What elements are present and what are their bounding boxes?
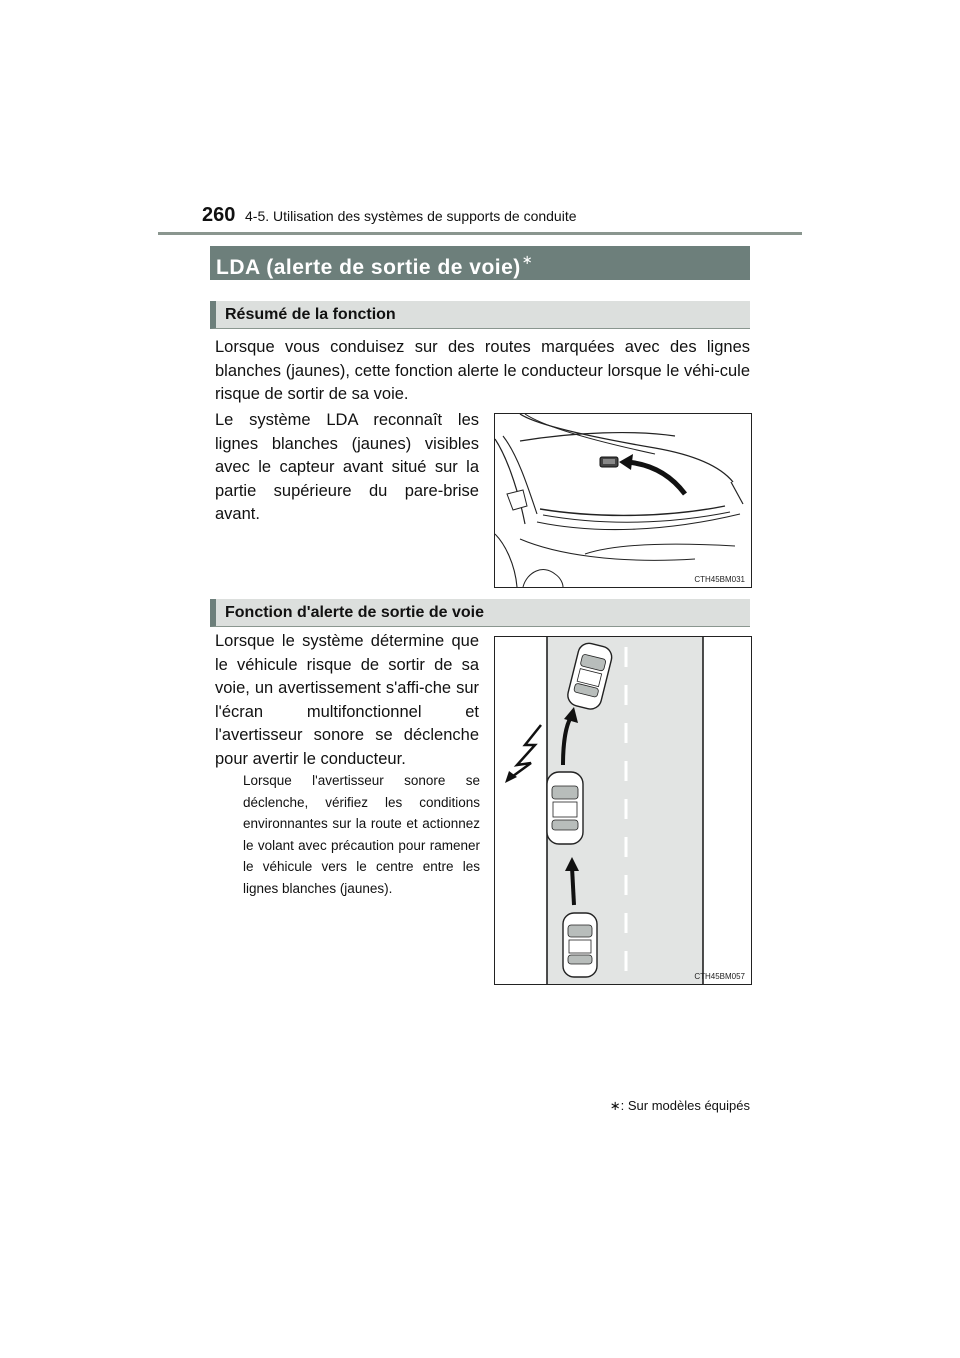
lane-departure-figure bbox=[494, 636, 752, 985]
figure-code: CTH45BM057 bbox=[694, 972, 745, 981]
section-title bbox=[210, 246, 750, 280]
page-number: 260 bbox=[202, 204, 236, 226]
warning-note: Lorsque l'avertisseur sonore se déclenche, vérifiez les conditions environnantes sur la route et actionnez le volant avec précaution pour ramener le véhicule vers le centre entre les lignes blanches (jaunes). bbox=[243, 773, 480, 896]
header-rule bbox=[158, 232, 802, 235]
asterisk-marker: ∗ bbox=[609, 1098, 621, 1113]
summary-paragraph: Lorsque vous conduisez sur des routes marquées avec des lignes blanches (jaunes), cette fonction alerte le conducteur lorsque le véhi-cule risque de sortir de sa voie. bbox=[215, 338, 750, 403]
chapter-title: 4-5. Utilisation des systèmes de supports de conduite bbox=[245, 208, 577, 224]
section-title-text: LDA (alerte de sortie de voie) bbox=[216, 256, 521, 279]
footnote bbox=[610, 1098, 750, 1114]
lane-departure-paragraph: Lorsque le système détermine que le véhicule risque de sortir de sa voie, un avertissement s'affi-che sur l'écran multifonctionnel et l'avertisseur sonore se déclenche pour avertir le conducteur. bbox=[215, 632, 479, 768]
windshield-figure bbox=[494, 413, 752, 588]
windshield-illustration bbox=[495, 414, 751, 587]
footnote-text: : Sur modèles équipés bbox=[620, 1098, 750, 1113]
subheading-summary: Résumé de la fonction bbox=[210, 301, 750, 329]
asterisk-marker: ∗ bbox=[521, 252, 534, 267]
sensor-paragraph: Le système LDA reconnaît les lignes blanches (jaunes) visibles avec le capteur avant situé sur la partie supérieure du pare-brise avant. bbox=[215, 411, 479, 523]
subheading-lane-departure: Fonction d'alerte de sortie de voie bbox=[210, 599, 750, 627]
road-illustration bbox=[495, 637, 751, 984]
figure-code: CTH45BM031 bbox=[694, 575, 745, 584]
